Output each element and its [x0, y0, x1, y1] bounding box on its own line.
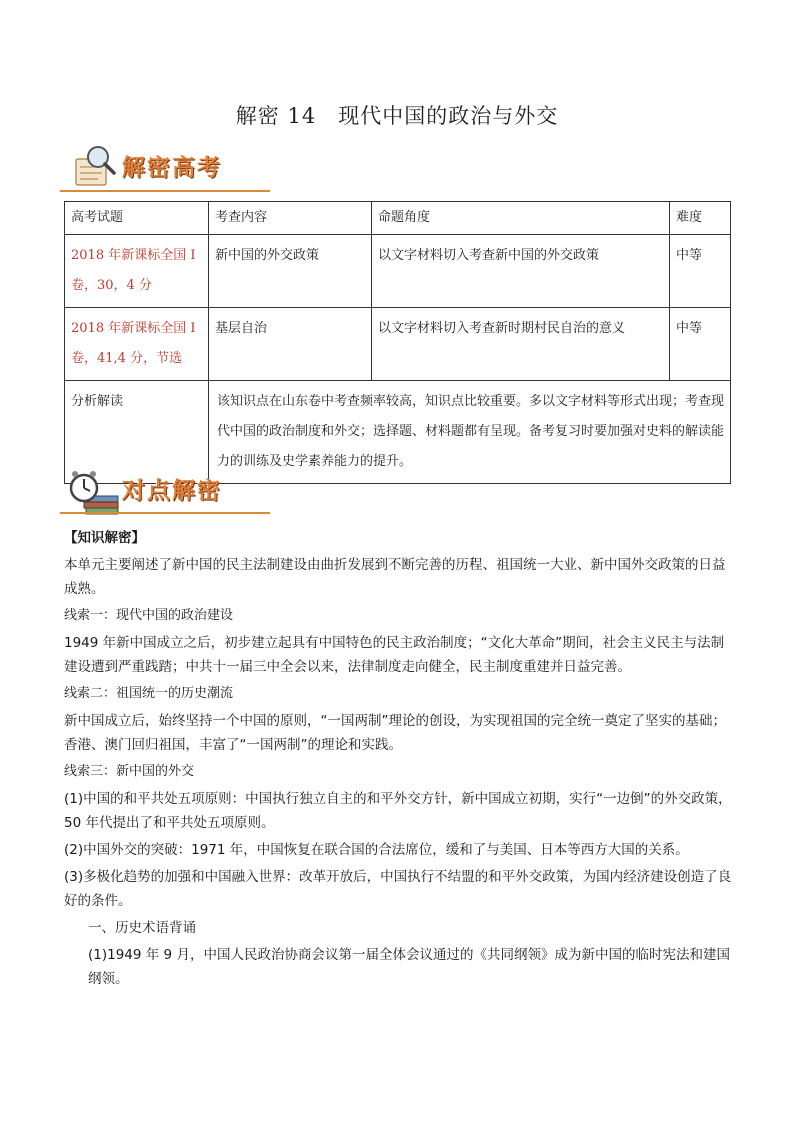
points-banner — [64, 466, 274, 518]
table-header-row — [65, 202, 731, 235]
content-cell: 基层自治 — [209, 308, 372, 381]
table-row — [65, 235, 731, 308]
thread3-point1: (1)中国的和平共处五项原则：中国执行独立自主的和平外交方针，新中国成立初期，实行“一边倒”的外交政策，50 年代提出了和平共处五项原则。 — [64, 791, 732, 831]
section-heading: 【知识解密】 — [64, 530, 145, 546]
exam-banner — [64, 143, 274, 195]
table-row — [65, 308, 731, 381]
knowledge-section — [64, 526, 734, 994]
magnifier-notepad-icon — [68, 143, 120, 193]
angle-cell: 以文字材料切入考查新中国的外交政策 — [372, 235, 670, 308]
clock-books-icon — [68, 466, 120, 516]
intro-paragraph: 本单元主要阐述了新中国的民主法制建设由曲折发展到不断完善的历程、祖国统一大业、新中国外交政策的日益成熟。 — [64, 557, 726, 597]
exam-banner-underline — [60, 190, 270, 192]
difficulty-cell: 中等 — [670, 308, 731, 381]
difficulty-cell: 中等 — [670, 235, 731, 308]
exam-source-cell: 2018 年新课标全国 I 卷，41,4 分，节选 — [65, 308, 209, 381]
table-header-cell: 命题角度 — [372, 202, 670, 235]
table-header-cell: 难度 — [670, 202, 731, 235]
page-title: 解密 14 现代中国的政治与外交 — [235, 104, 559, 128]
angle-cell: 以文字材料切入考查新时期村民自治的意义 — [372, 308, 670, 381]
content-cell: 新中国的外交政策 — [209, 235, 372, 308]
exam-banner-title: 解密高考 — [122, 155, 222, 181]
thread3-point2: (2)中国外交的突破：1971 年，中国恢复在联合国的合法席位，缓和了与美国、日本等西方大国的关系。 — [64, 842, 689, 858]
analysis-label-cell: 分析解读 — [65, 381, 209, 484]
points-banner-underline — [60, 512, 270, 514]
exam-table — [64, 201, 731, 484]
thread2-text: 新中国成立后，始终坚持一个中国的原则，“一国两制”理论的创设，为实现祖国的完全统一奠定了坚实的基础；香港、澳门回归祖国，丰富了“一国两制”的理论和实践。 — [64, 713, 726, 753]
thread3-point3: (3)多极化趋势的加强和中国融入世界：改革开放后，中国执行不结盟的和平外交政策，为国内经济建设创造了良好的条件。 — [64, 869, 732, 909]
analysis-text-cell: 该知识点在山东卷中考查频率较高，知识点比较重要。多以文字材料等形式出现；考查现代中国的政治制度和外交；选择题、材料题都有呈现。备考复习时要加强对史料的解读能力的训练及史学素养能力的提升。 — [209, 381, 731, 484]
exam-source-cell: 2018 年新课标全国 I 卷，30，4 分 — [65, 235, 209, 308]
table-header-cell: 高考试题 — [65, 202, 209, 235]
points-banner-title: 对点解密 — [122, 478, 222, 504]
thread2-title: 线索二：祖国统一的历史潮流 — [64, 686, 234, 701]
terms-heading: 一、历史术语背诵 — [88, 920, 196, 936]
table-header-cell: 考查内容 — [209, 202, 372, 235]
thread1-title: 线索一：现代中国的政治建设 — [64, 608, 234, 623]
term-item: (1)1949 年 9 月，中国人民政治协商会议第一届全体会议通过的《共同纲领》成为新中国的临时宪法和建国纲领。 — [88, 947, 730, 987]
thread1-text: 1949 年新中国成立之后，初步建立起具有中国特色的民主政治制度；“文化大革命”期间，社会主义民主与法制建设遭到严重践踏；中共十一届三中全会以来，法律制度走向健全，民主制度重建并日益完善。 — [64, 635, 725, 675]
thread3-title: 线索三：新中国的外交 — [64, 764, 195, 779]
